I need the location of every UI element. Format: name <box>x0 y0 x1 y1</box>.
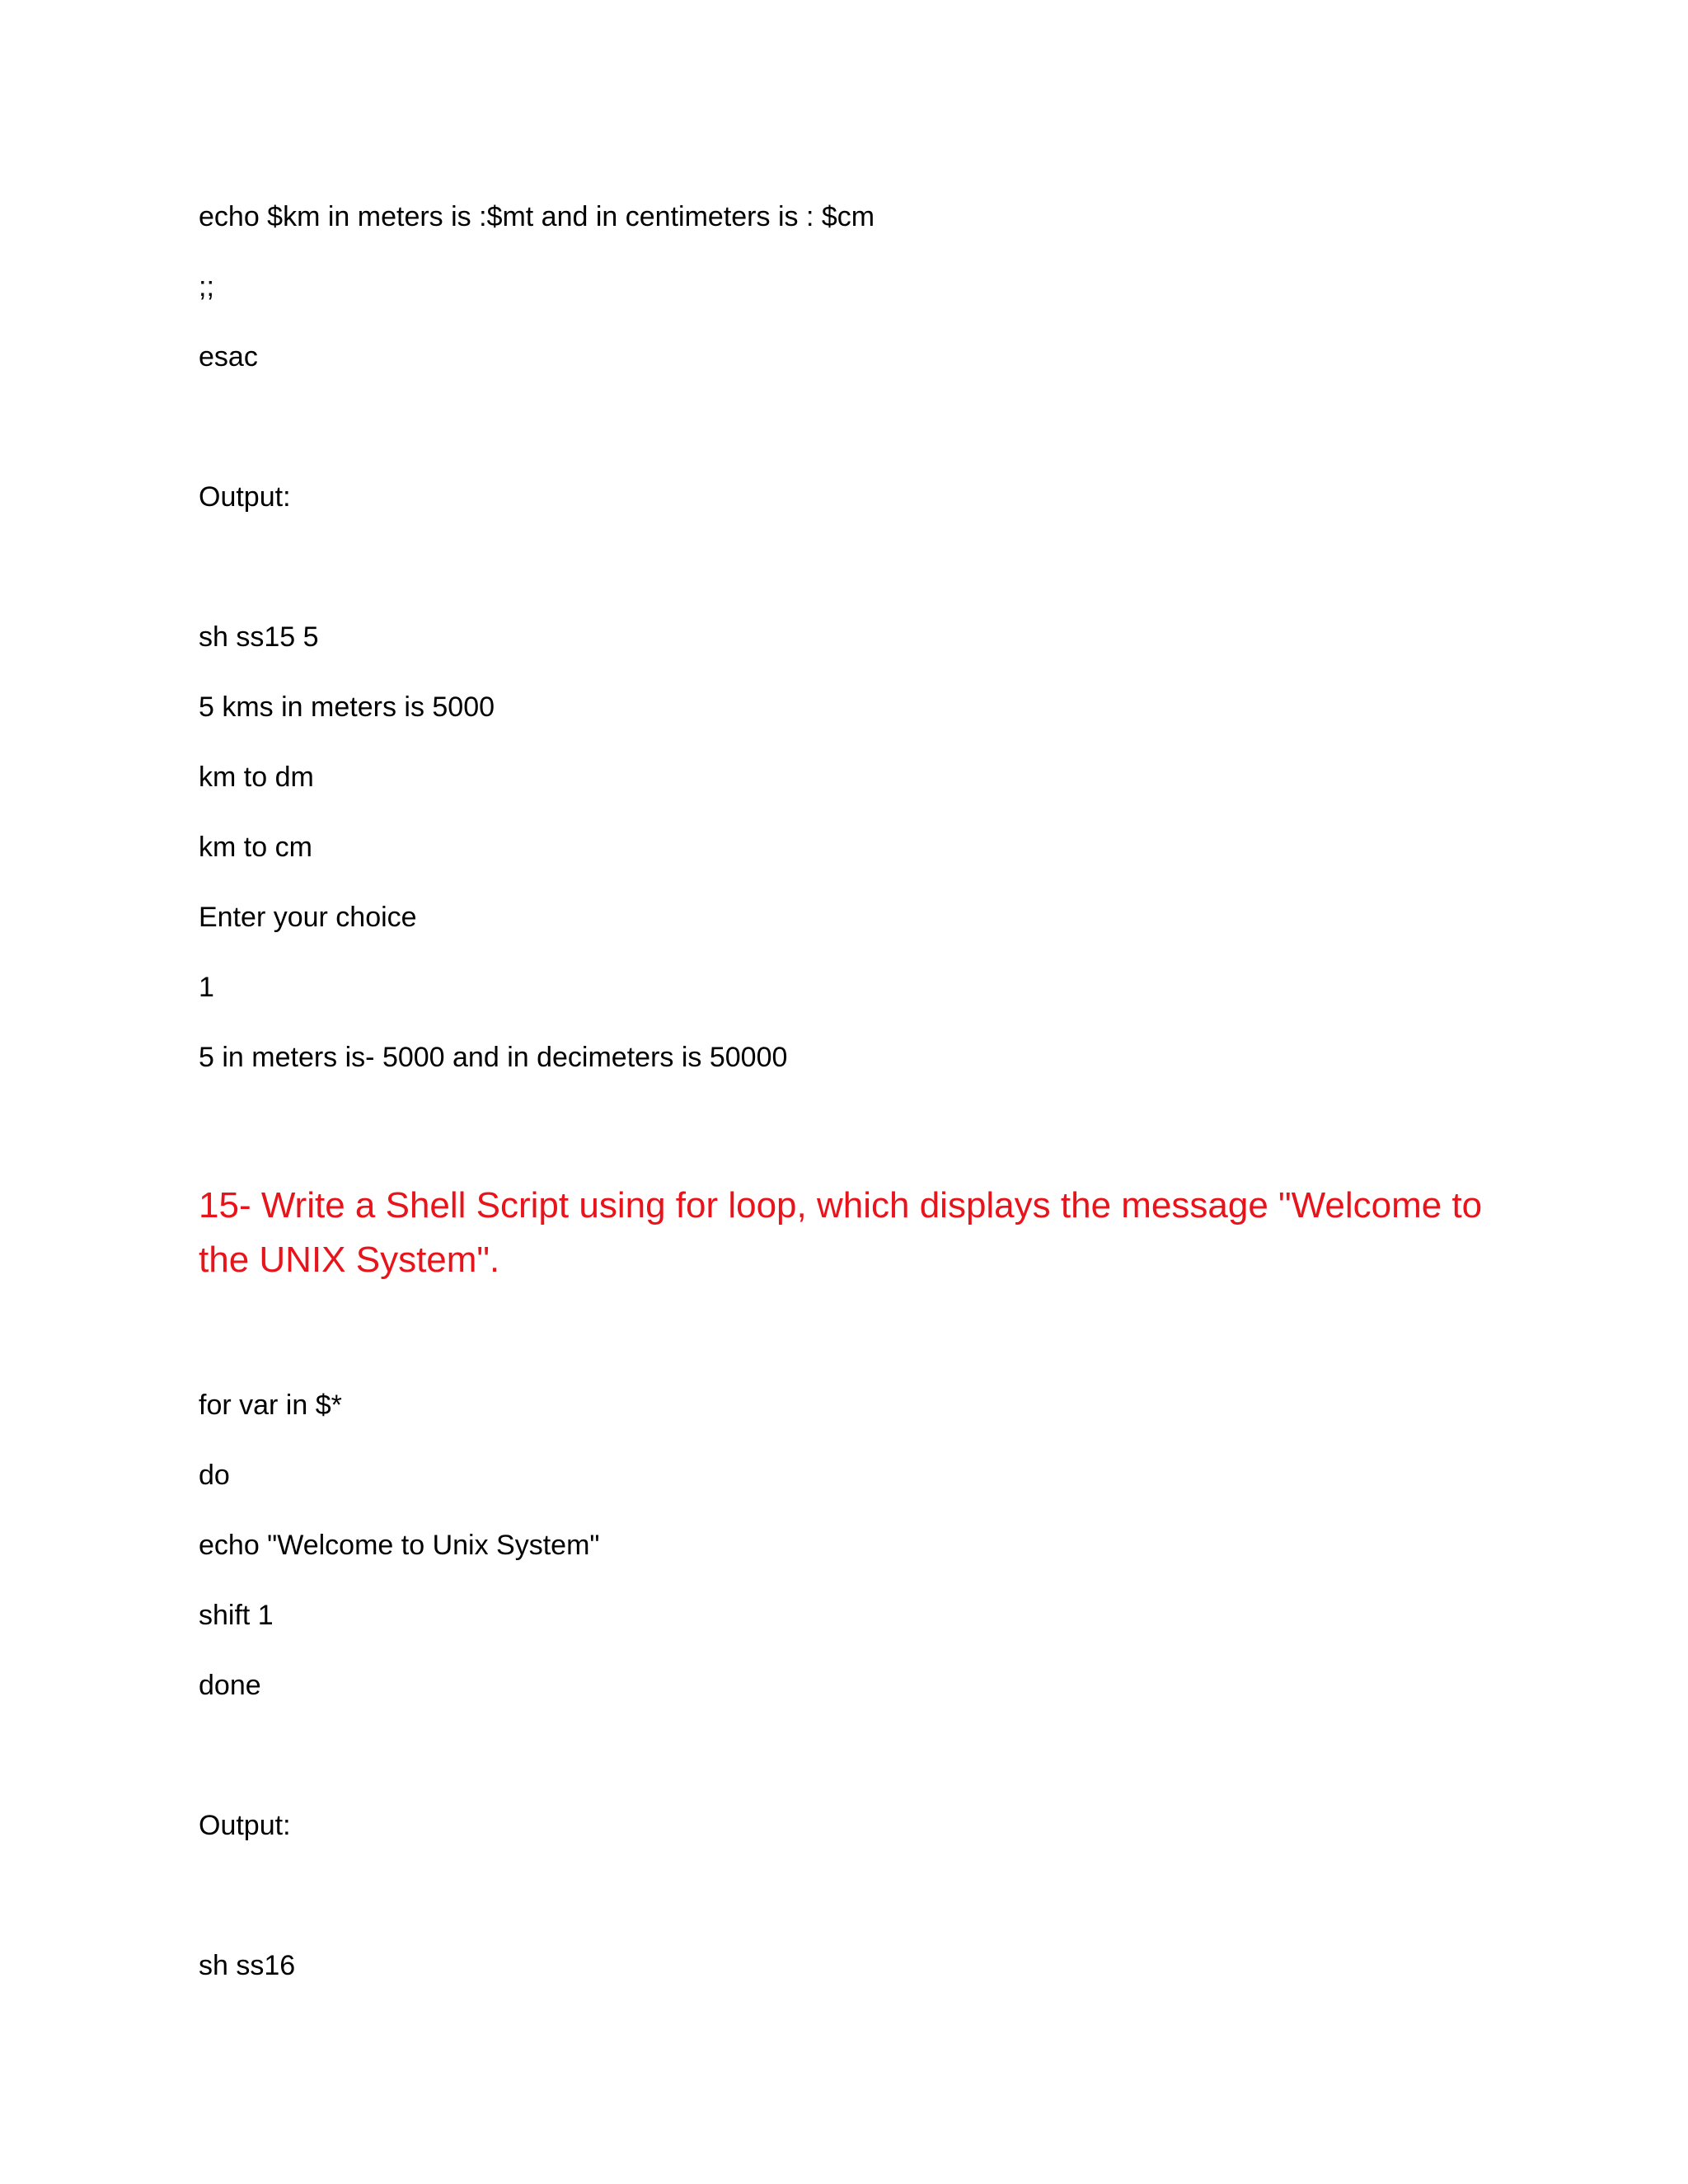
code-line: done <box>199 1670 261 1701</box>
section-heading: 15- Write a Shell Script using for loop, which displays the message "Welcome to the UNIX System". <box>199 1185 1483 1280</box>
output-line: 5 kms in meters is 5000 <box>199 691 495 723</box>
code-line: shift 1 <box>199 1600 274 1631</box>
output-label: Output: <box>199 1810 291 1841</box>
code-line: for var in $* <box>199 1390 342 1421</box>
output-line: 5 in meters is- 5000 and in decimeters is 50000 <box>199 1042 788 1073</box>
output-line: km to dm <box>199 762 314 793</box>
output-label: Output: <box>199 481 291 513</box>
code-line: esac <box>199 341 258 373</box>
output-line: Enter your choice <box>199 902 417 933</box>
code-line: echo "Welcome to Unix System" <box>199 1530 600 1561</box>
code-line: ;; <box>199 271 214 302</box>
code-line: echo $km in meters is :$mt and in centimeters is : $cm <box>199 201 875 232</box>
output-line: sh ss15 5 <box>199 621 319 653</box>
output-line: sh ss16 <box>199 1950 296 1981</box>
output-line: km to cm <box>199 832 312 863</box>
code-line: do <box>199 1460 230 1491</box>
output-line: 1 <box>199 972 214 1003</box>
